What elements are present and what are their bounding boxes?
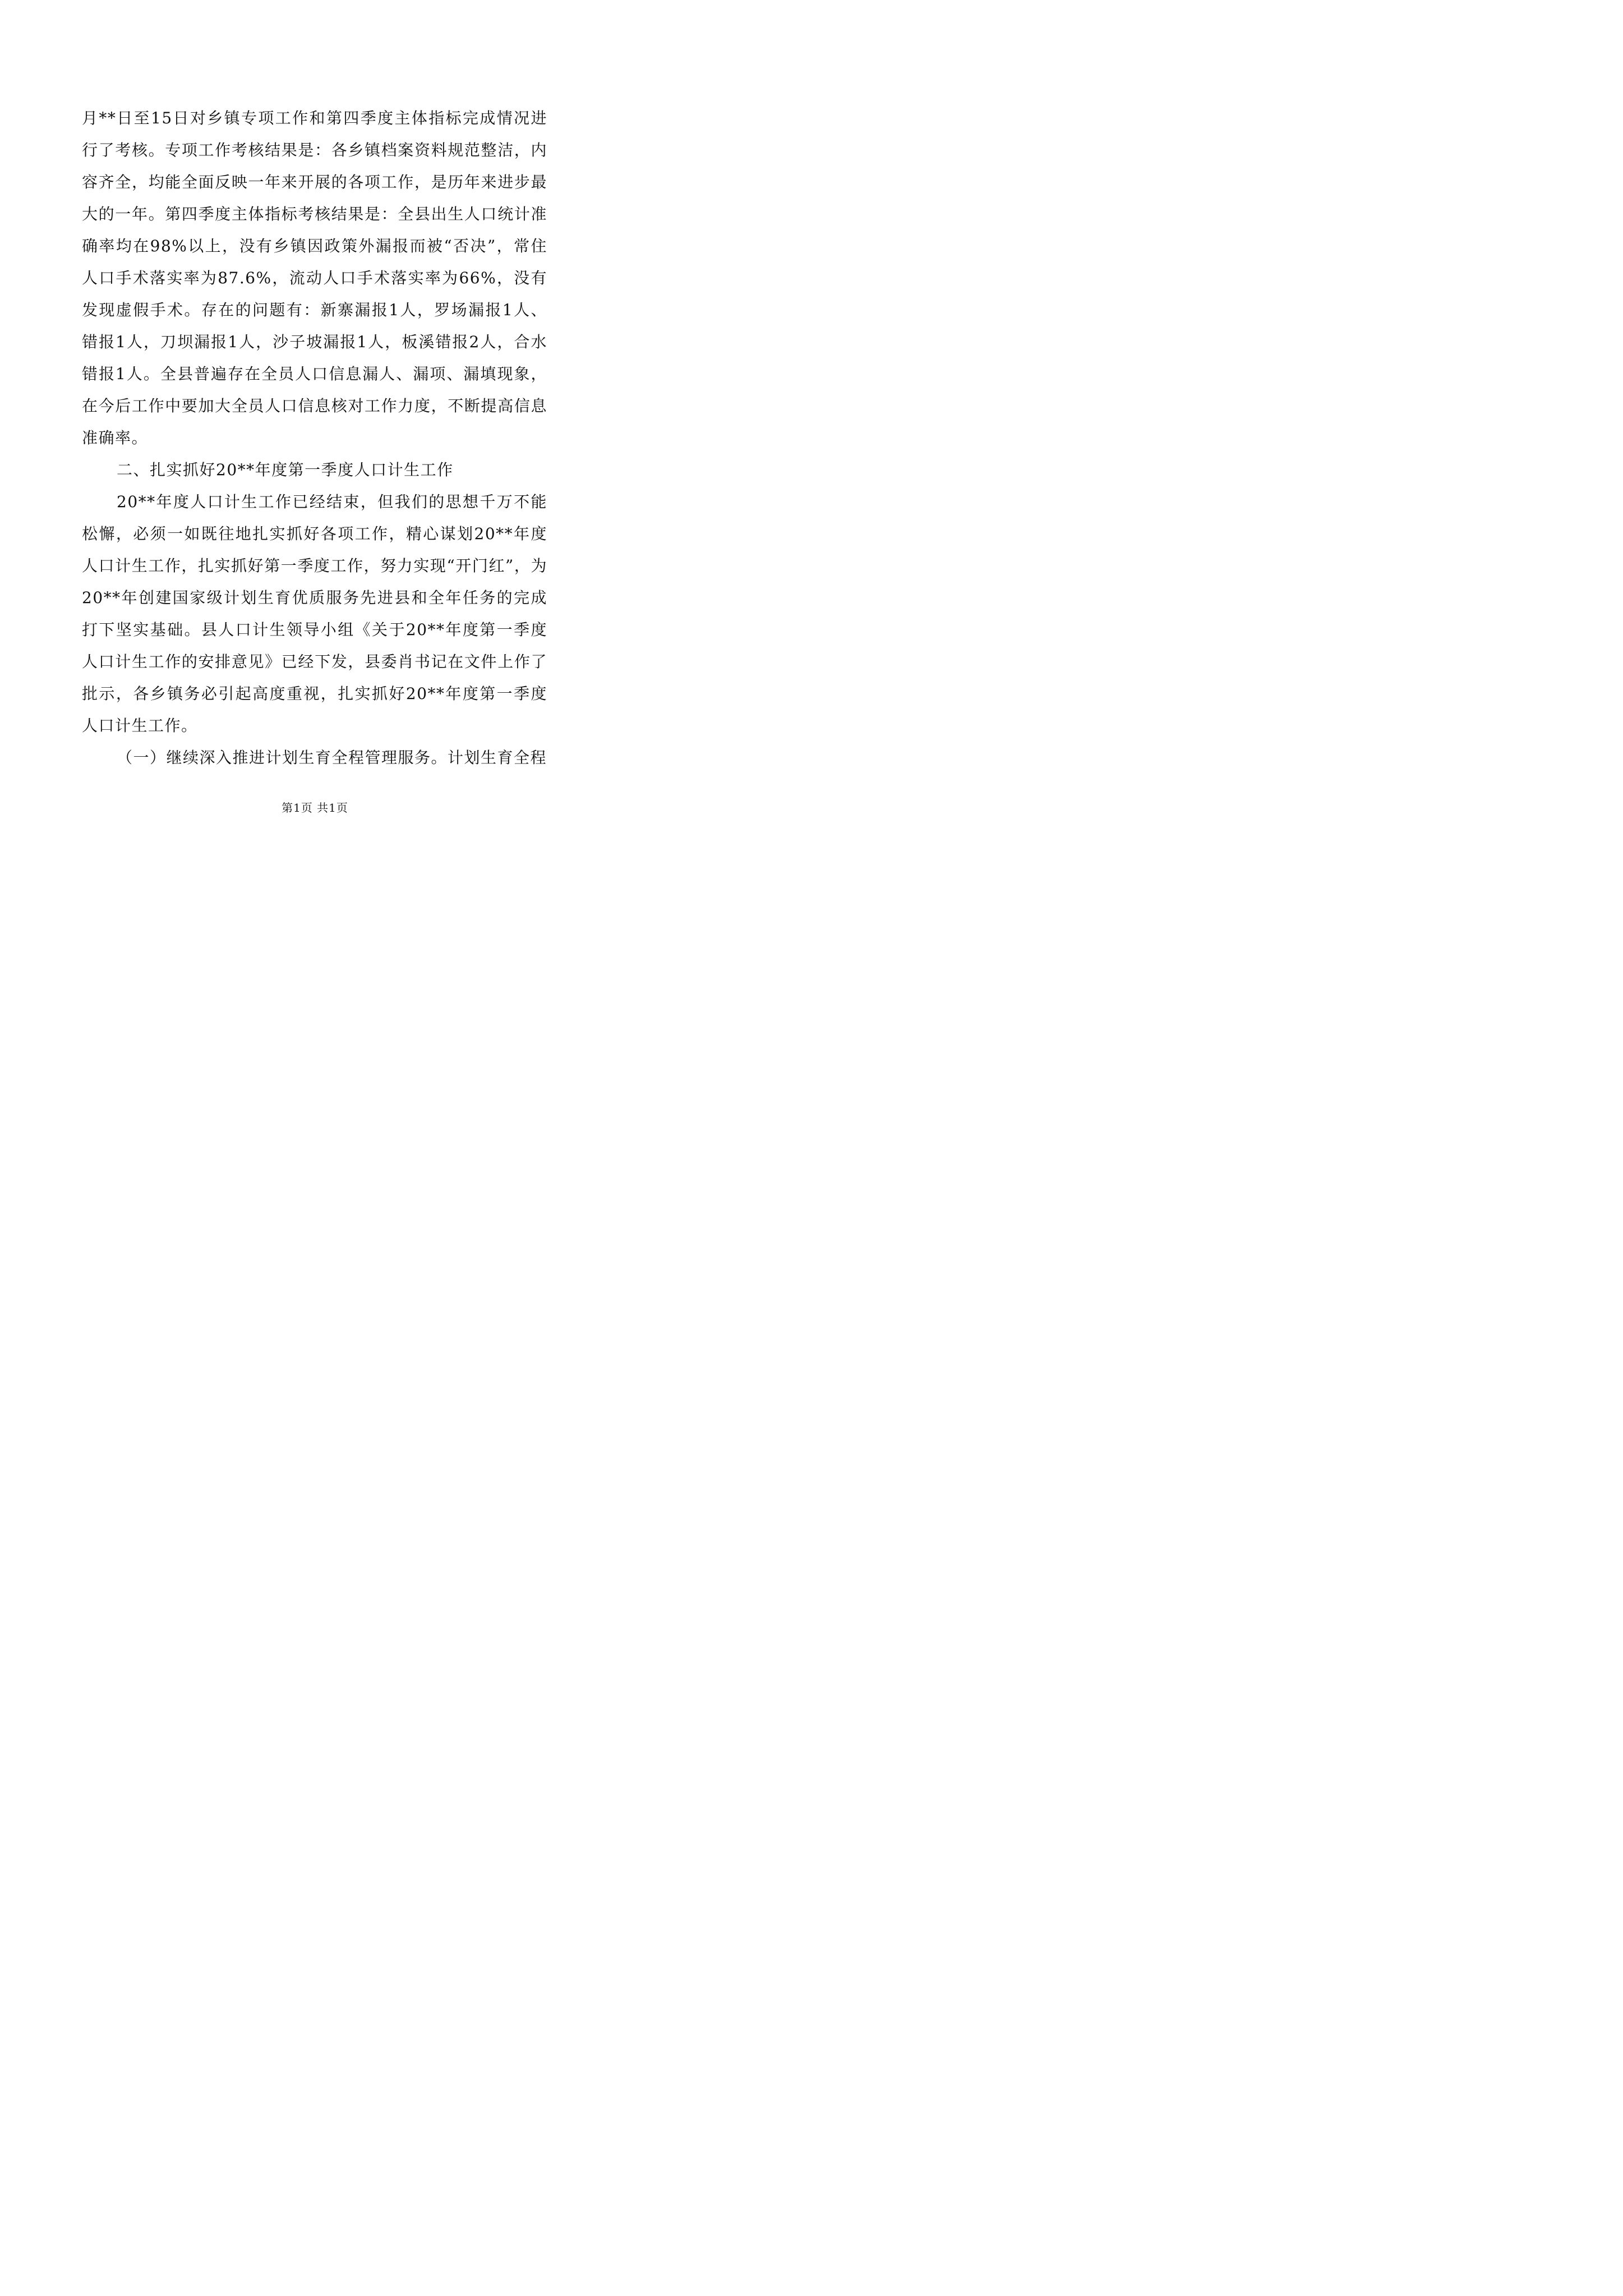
section-heading-first-quarter: 二、扎实抓好20**年度第一季度人口计生工作 xyxy=(117,461,454,479)
paragraph-assessment-results: 月**日至15日对乡镇专项工作和第四季度主体指标完成情况进行了考核。专项工作考核结果是：各乡镇档案资料规范整洁，内容齐全，均能全面反映一年来开展的各项工作，是历年来进步最大的一年。第四季度主体指标考核结果是：全县出生人口统计准确率均在98%以上，没有乡镇因政策外漏报而被“否决”，常住人口手术落实率为87.6%，流动人口手术落实率为66%，没有发现虚假手术。存在的问题有：新寨漏报1人，罗场漏报1人、错报1人，刀坝漏报1人，沙子坡漏报1人，板溪错报2人，合水错报1人。全县普遍存在全员人口信息漏人、漏项、漏填现象，在今后工作中要加大全员人口信息核对工作力度，不断提高信息准确率。 xyxy=(82,109,547,447)
subsection-heading-full-process-management: （一）继续深入推进计划生育全程管理服务。计划生育全程 xyxy=(117,748,547,767)
document-page xyxy=(0,0,630,890)
document-body xyxy=(82,102,547,774)
paragraph-first-quarter-work: 20**年度人口计生工作已经结束，但我们的思想千万不能松懈，必须一如既往地扎实抓好各项工作，精心谋划20**年度人口计生工作，扎实抓好第一季度工作，努力实现“开门红”，为20**年创建国家级计划生育优质服务先进县和全年任务的完成打下坚实基础。县人口计生领导小组《关于20**年度第一季度人口计生工作的安排意见》已经下发，县委肖书记在文件上作了批示，各乡镇务必引起高度重视，扎实抓好20**年度第一季度人口计生工作。 xyxy=(82,493,547,735)
page-number-footer: 第1页 共1页 xyxy=(282,801,348,815)
